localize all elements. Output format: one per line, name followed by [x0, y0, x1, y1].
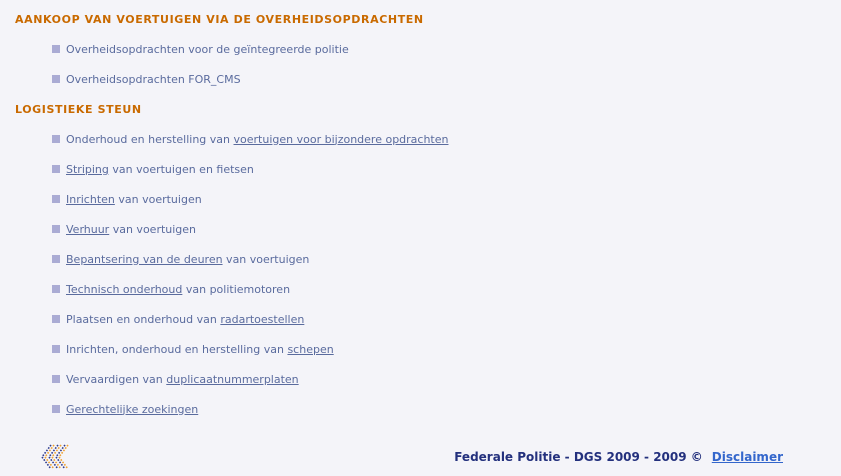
square-bullet-icon — [52, 225, 60, 233]
square-bullet-icon — [52, 165, 60, 173]
menu-item — [0, 184, 841, 214]
menu-item[interactable] — [0, 34, 841, 64]
square-bullet-icon — [52, 195, 60, 203]
copyright-text: Federale Politie - DGS 2009 - 2009 © — [454, 450, 703, 464]
menu-item-text: Plaatsen en onderhoud van — [66, 312, 221, 326]
back-button[interactable] — [38, 444, 72, 470]
menu-link[interactable]: Technisch onderhoud — [66, 282, 183, 296]
section-heading: LOGISTIEKE STEUN — [15, 102, 142, 116]
menu-link[interactable]: Inrichten — [66, 192, 115, 206]
menu-item — [0, 154, 841, 184]
menu-link[interactable]: Verhuur — [66, 222, 110, 236]
menu-item — [0, 394, 841, 424]
menu-item[interactable] — [0, 64, 841, 94]
menu-link[interactable]: Bepantsering van de deuren — [66, 252, 223, 266]
triple-chevron-left-icon — [38, 444, 72, 470]
menu-item-text: van voertuigen — [222, 252, 310, 266]
menu-item — [0, 274, 841, 304]
menu-link[interactable]: duplicaatnummerplaten — [166, 372, 299, 386]
menu-item-text: Inrichten, onderhoud en herstelling van — [66, 342, 288, 356]
menu-item-text: Onderhoud en herstelling van — [66, 132, 234, 146]
section-heading: AANKOOP VAN VOERTUIGEN VIA DE OVERHEIDSOPDRACHTEN — [15, 12, 424, 26]
menu-link[interactable]: radartoestellen — [220, 312, 305, 326]
square-bullet-icon — [52, 255, 60, 263]
menu-link[interactable]: schepen — [287, 342, 334, 356]
menu-link[interactable]: voertuigen voor bijzondere opdrachten — [233, 132, 449, 146]
menu-item-text: van politiemotoren — [182, 282, 291, 296]
menu-item-text: van voertuigen — [114, 192, 202, 206]
square-bullet-icon — [52, 135, 60, 143]
menu-item-text: van voertuigen en fietsen — [108, 162, 254, 176]
menu-item — [0, 244, 841, 274]
square-bullet-icon — [52, 345, 60, 353]
square-bullet-icon — [52, 75, 60, 83]
menu-item — [0, 304, 841, 334]
menu-item-text: Vervaardigen van — [66, 372, 167, 386]
menu-link[interactable]: Gerechtelijke zoekingen — [66, 402, 199, 416]
footer — [0, 444, 841, 470]
footer-text — [454, 450, 783, 464]
menu-item — [0, 364, 841, 394]
square-bullet-icon — [52, 405, 60, 413]
menu-item-text: Overheidsopdrachten FOR_CMS — [66, 72, 241, 86]
menu-item-text: Overheidsopdrachten voor de geïntegreerde politie — [66, 42, 349, 56]
menu-link[interactable]: Striping — [66, 162, 109, 176]
disclaimer-link[interactable]: Disclaimer — [711, 450, 783, 464]
square-bullet-icon — [52, 45, 60, 53]
menu-item-text: van voertuigen — [109, 222, 197, 236]
square-bullet-icon — [52, 315, 60, 323]
square-bullet-icon — [52, 285, 60, 293]
menu-item — [0, 124, 841, 154]
menu-item — [0, 214, 841, 244]
menu-item — [0, 334, 841, 364]
square-bullet-icon — [52, 375, 60, 383]
